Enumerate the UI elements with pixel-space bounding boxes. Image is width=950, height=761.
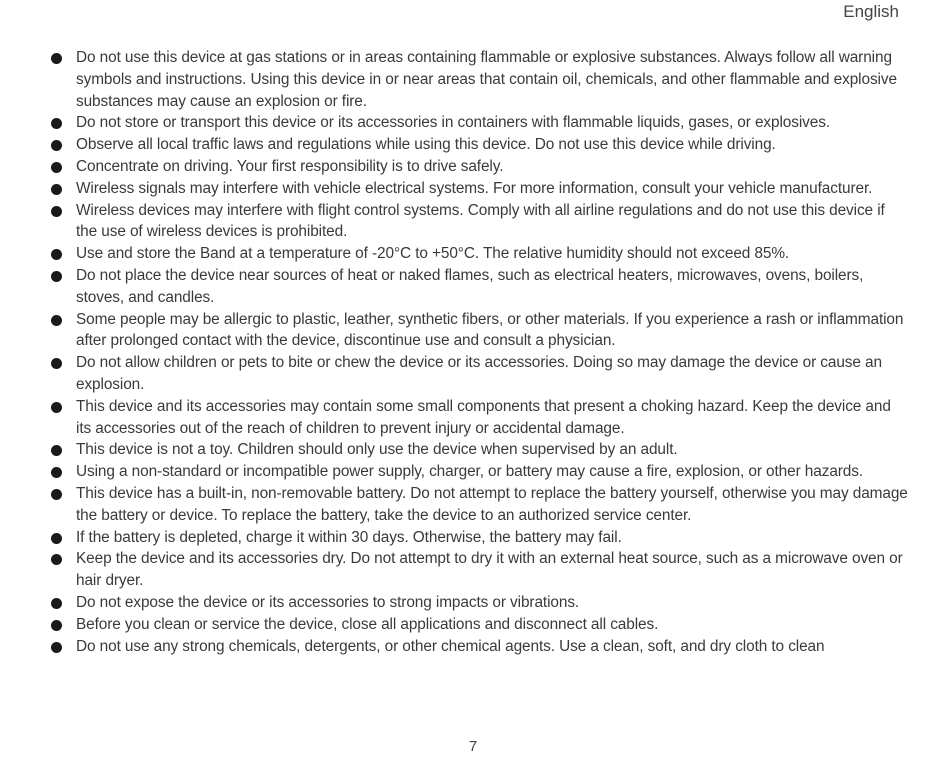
bullet-icon bbox=[51, 598, 62, 609]
bullet-icon bbox=[51, 445, 62, 456]
bullet-icon bbox=[51, 140, 62, 151]
list-item bbox=[48, 156, 908, 178]
list-item-text: Do not allow children or pets to bite or chew the device or its accessories. Doing so may damage the device or cause an explosion. bbox=[76, 354, 882, 393]
list-item bbox=[48, 483, 908, 527]
safety-instructions-list bbox=[48, 47, 908, 657]
list-item bbox=[48, 112, 908, 134]
list-item-text: This device is not a toy. Children should only use the device when supervised by an adult. bbox=[76, 441, 678, 459]
list-item bbox=[48, 614, 908, 636]
list-item-text: Using a non-standard or incompatible power supply, charger, or battery may cause a fire, explosion, or other hazards. bbox=[76, 463, 864, 481]
list-item bbox=[48, 592, 908, 614]
bullet-icon bbox=[51, 118, 62, 129]
bullet-icon bbox=[51, 315, 62, 326]
list-item bbox=[48, 265, 908, 309]
list-item bbox=[48, 134, 908, 156]
list-item bbox=[48, 548, 908, 592]
list-item-text: Before you clean or service the device, close all applications and disconnect all cables. bbox=[76, 615, 659, 633]
list-item-text: This device and its accessories may contain some small components that present a choking hazard. Keep the device and its accessories out of the reach of children to prevent injury or accidental damage. bbox=[76, 397, 891, 437]
bullet-icon bbox=[51, 358, 62, 369]
language-label: English bbox=[843, 2, 899, 21]
list-item-text: This device has a built-in, non-removable battery. Do not attempt to replace the battery yourself, otherwise you may damage the battery or device. To replace the battery, take the device to an authorized service center. bbox=[76, 484, 908, 524]
bullet-icon bbox=[51, 620, 62, 631]
bullet-icon bbox=[51, 642, 62, 653]
list-item bbox=[48, 439, 908, 461]
bullet-icon bbox=[51, 162, 62, 173]
bullet-icon bbox=[51, 206, 62, 217]
list-item bbox=[48, 309, 908, 353]
list-item bbox=[48, 461, 908, 483]
list-item bbox=[48, 527, 908, 549]
list-item-text: Wireless devices may interfere with flight control systems. Comply with all airline regulations and do not use this device if the use of wireless devices is prohibited. bbox=[76, 201, 885, 241]
bullet-icon bbox=[51, 489, 62, 500]
bullet-icon bbox=[51, 402, 62, 413]
list-item-text: Wireless signals may interfere with vehicle electrical systems. For more information, consult your vehicle manufacturer. bbox=[76, 179, 873, 197]
page-number: 7 bbox=[468, 738, 478, 755]
list-item-text: Do not place the device near sources of heat or naked flames, such as electrical heaters, microwaves, ovens, boilers, stoves, and candles. bbox=[76, 266, 864, 306]
list-item bbox=[48, 396, 908, 440]
list-item-text: Do not store or transport this device or its accessories in containers with flammable liquids, gases, or explosives. bbox=[76, 114, 830, 132]
list-item-text: Do not expose the device or its accessories to strong impacts or vibrations. bbox=[76, 593, 580, 611]
list-item-text: Do not use this device at gas stations or in areas containing flammable or explosive substances. Always follow all warning symbols and instructions. Using this device in or near areas that contain oil, chemicals, and other flammable and explosive substances may cause an explosion or fire. bbox=[76, 49, 897, 110]
list-item bbox=[48, 200, 908, 244]
list-item-text: Observe all local traffic laws and regulations while using this device. Do not use this device while driving. bbox=[76, 136, 776, 154]
bullet-icon bbox=[51, 53, 62, 64]
bullet-icon bbox=[51, 249, 62, 260]
bullet-icon bbox=[51, 184, 62, 195]
bullet-icon bbox=[51, 554, 62, 565]
list-item-text: Do not use any strong chemicals, detergents, or other chemical agents. Use a clean, soft, and dry cloth to clean bbox=[76, 637, 825, 655]
list-item bbox=[48, 178, 908, 200]
list-item-text: Use and store the Band at a temperature of -20°C to +50°C. The relative humidity should not exceed 85%. bbox=[76, 245, 790, 263]
bullet-icon bbox=[51, 533, 62, 544]
list-item-text: If the battery is depleted, charge it within 30 days. Otherwise, the battery may fail. bbox=[76, 528, 622, 546]
list-item bbox=[48, 352, 908, 396]
list-item bbox=[48, 47, 908, 112]
bullet-icon bbox=[51, 271, 62, 282]
list-item-text: Keep the device and its accessories dry. Do not attempt to dry it with an external heat source, such as a microwave oven or hair dryer. bbox=[76, 550, 903, 590]
bullet-icon bbox=[51, 467, 62, 478]
list-item bbox=[48, 636, 908, 658]
list-item-text: Concentrate on driving. Your first responsibility is to drive safely. bbox=[76, 157, 504, 175]
list-item-text: Some people may be allergic to plastic, leather, synthetic fibers, or other materials. If you experience a rash or inflammation after prolonged contact with the device, discontinue use and consult a physician. bbox=[76, 310, 904, 350]
list-item bbox=[48, 243, 908, 265]
